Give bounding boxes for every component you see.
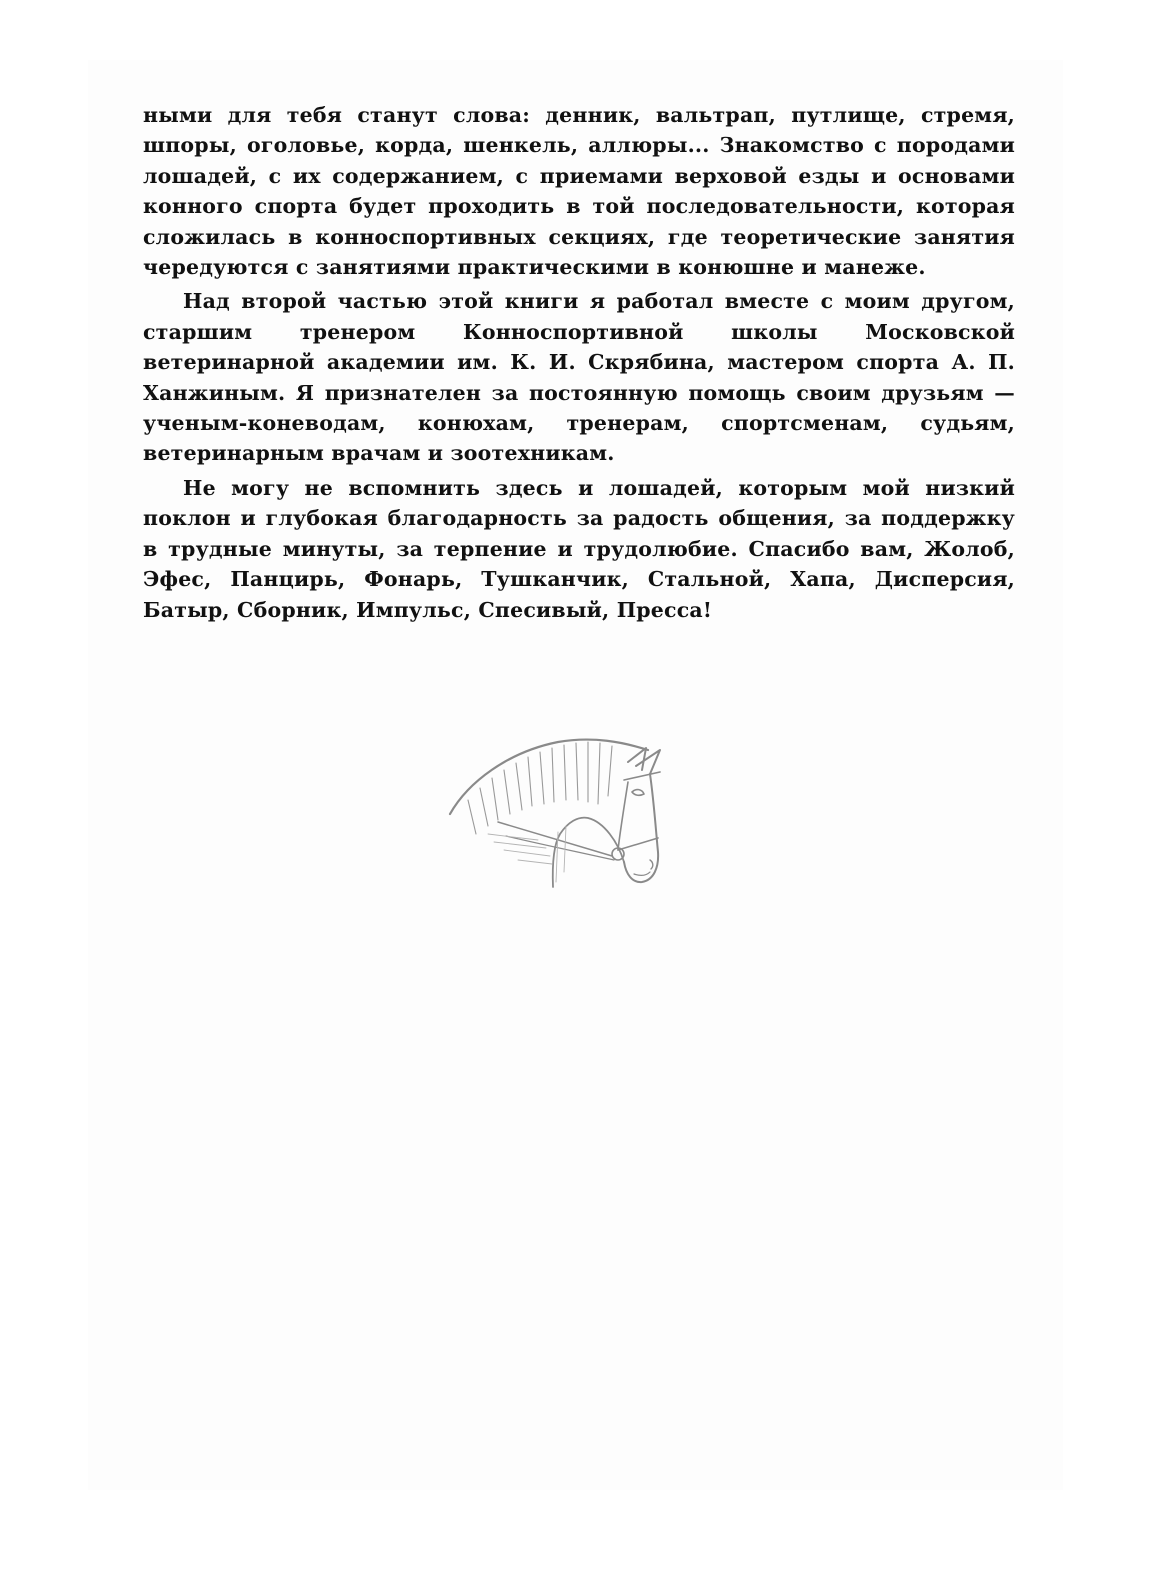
paragraph-continuation: ными для тебя станут слова: денник, вальтрап, путлище, стремя, шпоры, оголовье, корда, шенкель, аллюры... Знакомство с породами лошадей, с их содержанием, с приемами верховой езды и основами конного спорта будет проходить в той последовательности, которая сложилась в конноспортивных секциях, где теоретические занятия чередуются с занятиями практическими в конюшне и манеже. <box>143 103 1015 280</box>
paragraph-acknowledgement: Над второй частью этой книги я работал вместе с моим другом, старшим тренером Конноспортивной школы Московской ветеринарной академии им. К. И. Скрябина, мастером спорта А. П. Ханжиным. Я признателен за постоянную помощь своим друзьям — ученым-коневодам, конюхам, тренерам, спортсменам, судьям, ветеринарным врачам и зоотехникам. <box>143 289 1015 466</box>
paragraph-horses-thanks: Не могу не вспомнить здесь и лошадей, которым мой низкий поклон и глубокая благодарность за радость общения, за поддержку в трудные минуты, за терпение и трудолюбие. Спасибо вам, Жолоб, Эфес, Панцирь, Фонарь, Тушканчик, Стальной, Хапа, Дисперсия, Батыр, Сборник, Импульс, Спесивый, Пресса! <box>143 475 1015 622</box>
horse-head-icon <box>428 722 678 912</box>
body-text <box>143 100 1015 625</box>
